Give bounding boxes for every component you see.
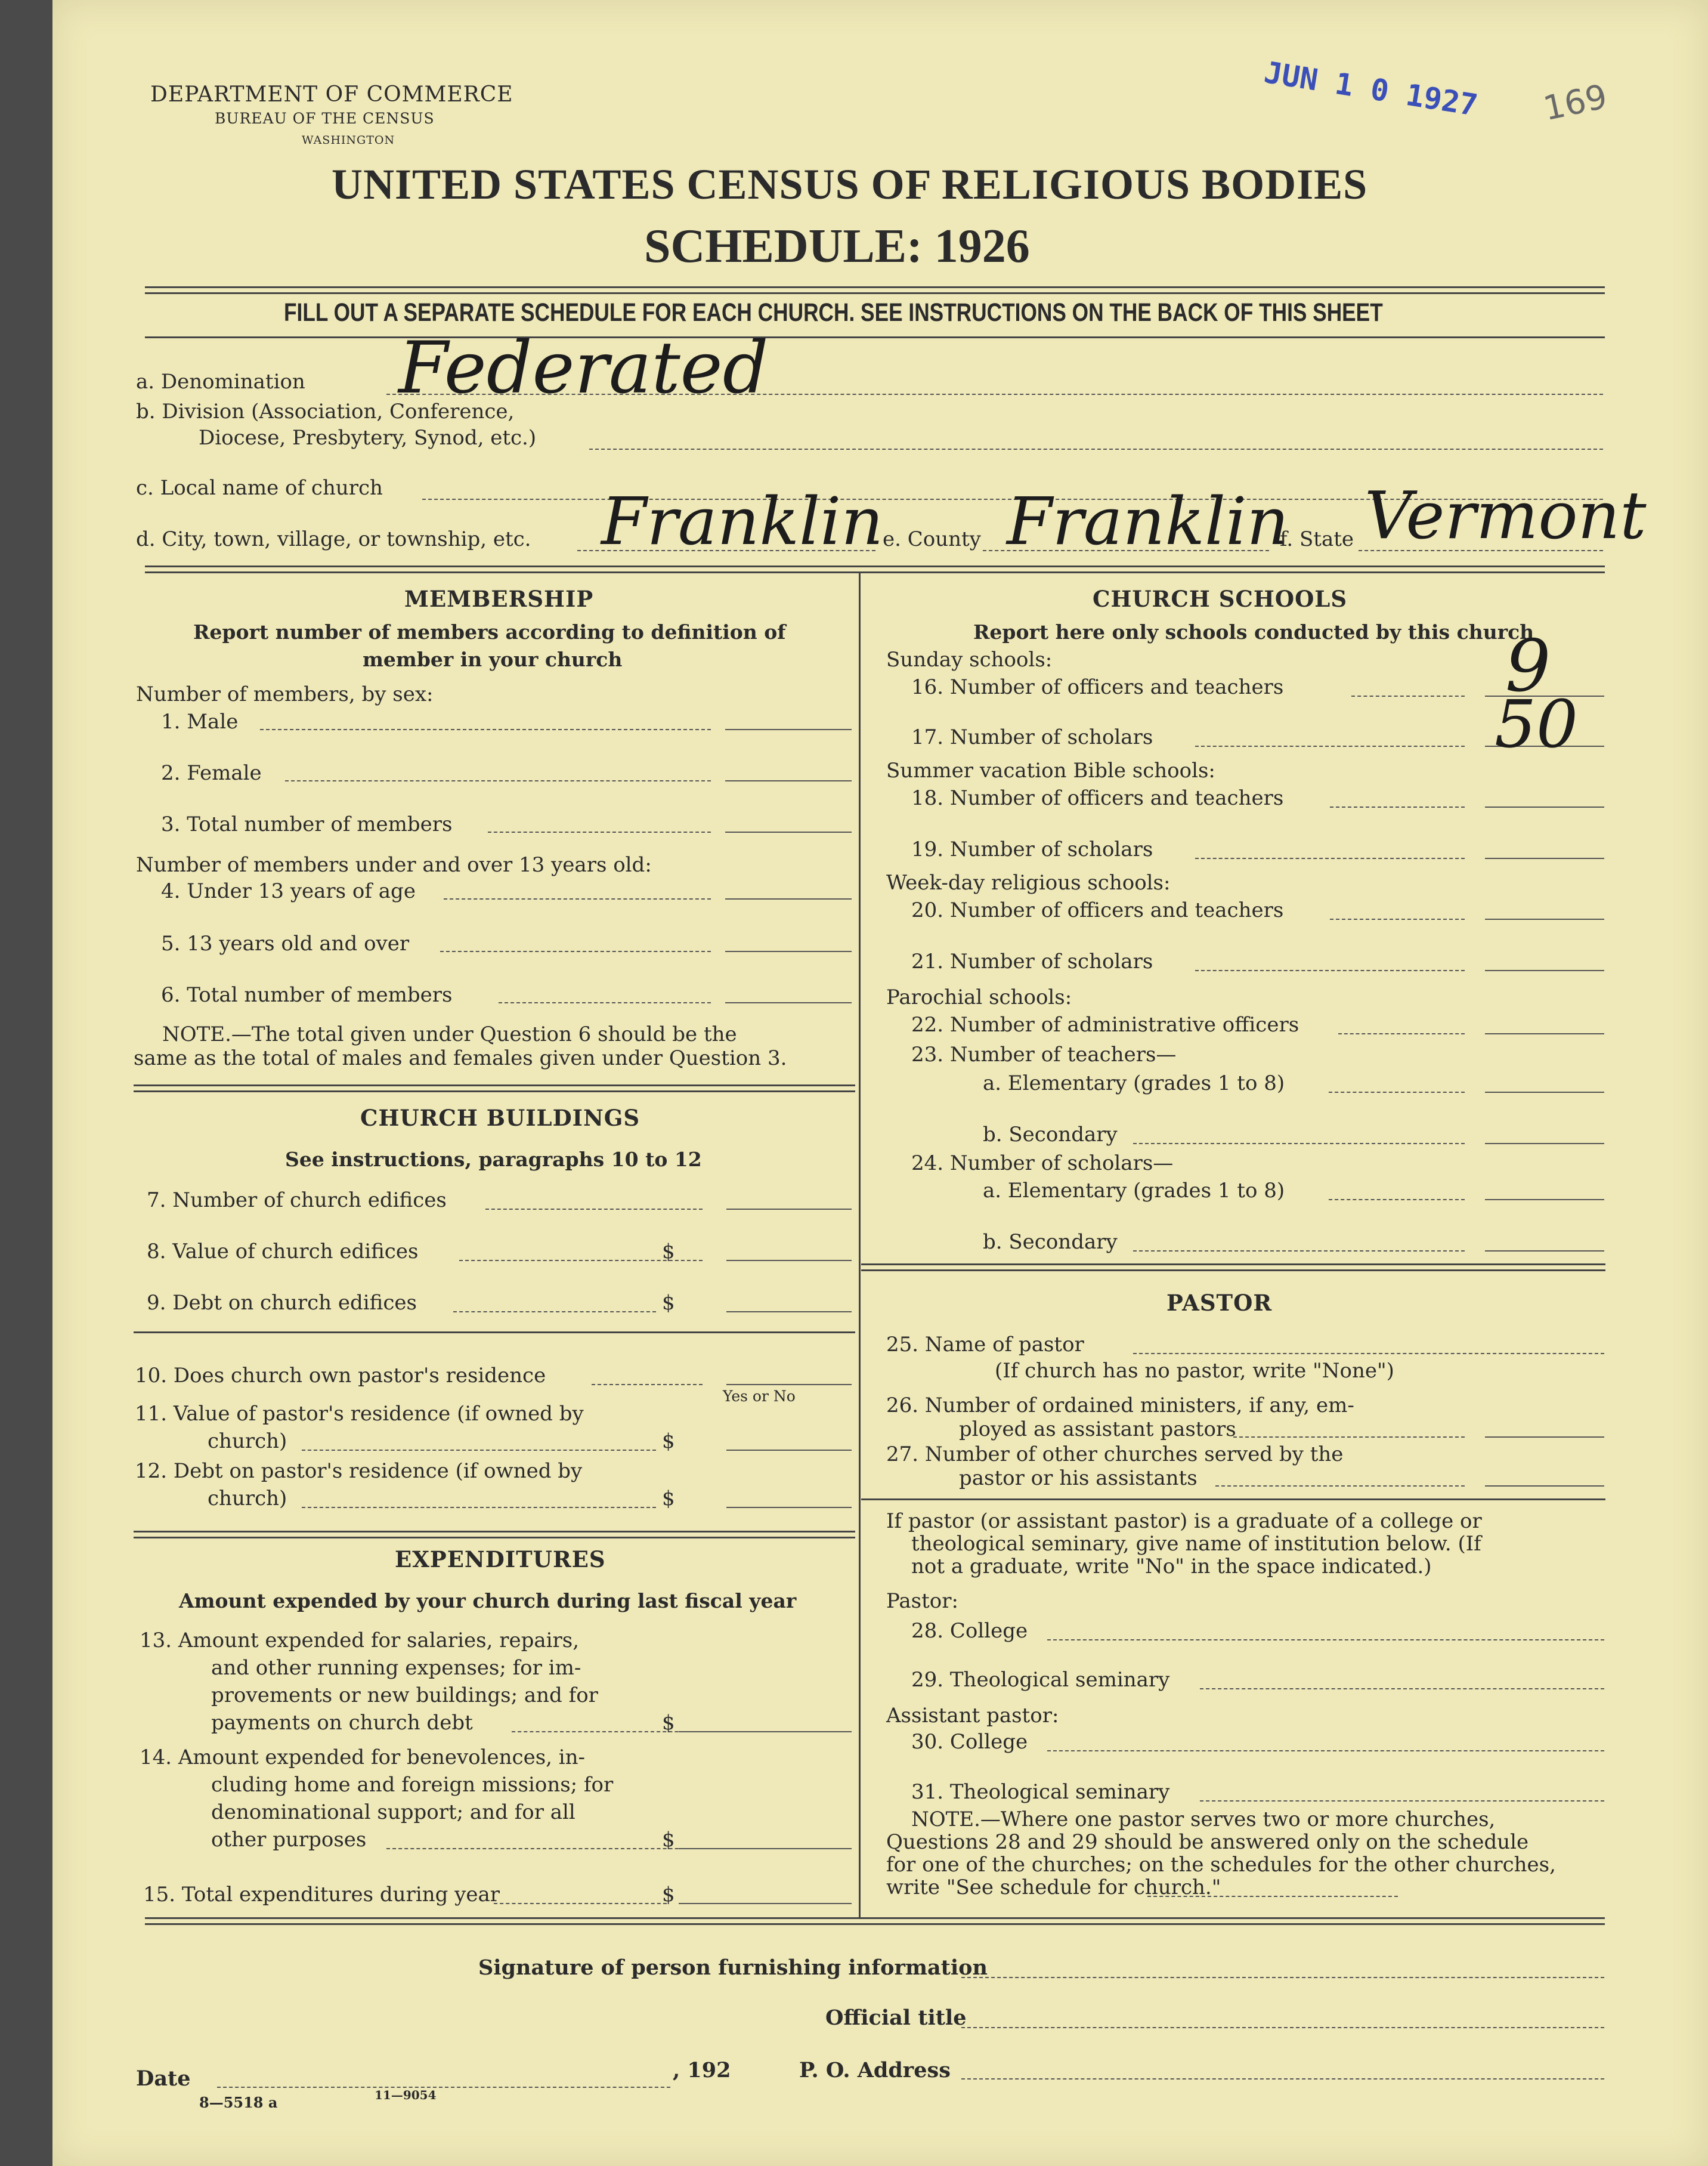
q14-dollar: $ — [662, 1828, 675, 1852]
membership-note-line1: NOTE.—The total given under Question 6 should be the — [162, 1022, 737, 1046]
q12-dollar: $ — [662, 1487, 675, 1510]
q3-label: 3. Total number of members — [161, 812, 453, 836]
q2-label: 2. Female — [161, 761, 262, 785]
weekday-schools-label: Week-day religious schools: — [886, 871, 1171, 895]
q16-value[interactable]: 9 — [1505, 625, 1551, 708]
sunday-schools-label: Sunday schools: — [886, 648, 1053, 672]
membership-subheading: Report number of members according to definition of — [193, 620, 786, 644]
q29-label: 29. Theological seminary — [911, 1668, 1170, 1692]
q10-label: 10. Does church own pastor's residence — [135, 1364, 546, 1388]
form-schedule-year: SCHEDULE: 1926 — [644, 220, 1030, 273]
official-title-label: Official title — [825, 2006, 967, 2030]
census-schedule-page — [52, 0, 1708, 2166]
q18-label: 18. Number of officers and teachers — [911, 786, 1284, 810]
q11-label: 11. Value of pastor's residence (if owned by — [135, 1402, 584, 1426]
county-label: e. County — [883, 527, 981, 551]
pastor-note-line2: Questions 28 and 29 should be answered only on the schedule — [886, 1830, 1529, 1854]
expenditures-subheading: Amount expended by your church during last fiscal year — [179, 1589, 797, 1612]
division-label: b. Division (Association, Conference, — [136, 400, 515, 424]
q7-label: 7. Number of church edifices — [147, 1188, 447, 1212]
pastor-note-line4: write "See schedule for church." — [886, 1875, 1221, 1899]
q13-label-2: and other running expenses; for im- — [211, 1656, 581, 1680]
pastor-label: Pastor: — [886, 1589, 958, 1613]
q13-label-4: payments on church debt — [211, 1711, 473, 1735]
date-year-prefix: , 192 — [673, 2058, 731, 2082]
q4-label: 4. Under 13 years of age — [161, 879, 416, 903]
q14-label-4: other purposes — [211, 1828, 367, 1852]
signature-label: Signature of person furnishing information — [478, 1955, 988, 1980]
q27-label-cont: pastor or his assistants — [959, 1466, 1198, 1490]
q13-label: 13. Amount expended for salaries, repairs, — [140, 1629, 580, 1652]
q23b-label: b. Secondary — [983, 1123, 1118, 1147]
q22-label: 22. Number of administrative officers — [911, 1013, 1299, 1037]
q23-label: 23. Number of teachers— — [911, 1043, 1177, 1067]
pastor-heading: PASTOR — [1166, 1290, 1273, 1316]
q1-label: 1. Male — [161, 710, 239, 734]
members-by-sex-label: Number of members, by sex: — [136, 682, 434, 706]
form-title: UNITED STATES CENSUS OF RELIGIOUS BODIES — [332, 160, 1368, 208]
q11-dollar: $ — [662, 1429, 675, 1453]
q24a-label: a. Elementary (grades 1 to 8) — [983, 1179, 1285, 1203]
city-value[interactable]: Franklin — [601, 483, 884, 560]
parochial-schools-label: Parochial schools: — [886, 985, 1072, 1009]
q16-label: 16. Number of officers and teachers — [911, 675, 1284, 699]
form-number: 8—5518 a — [199, 2094, 278, 2111]
denomination-value[interactable]: Federated — [398, 327, 769, 410]
yes-or-no-hint: Yes or No — [723, 1388, 796, 1405]
local-name-label: c. Local name of church — [136, 476, 383, 500]
q8-label: 8. Value of church edifices — [147, 1240, 419, 1263]
q25-hint: (If church has no pastor, write "None") — [995, 1359, 1394, 1383]
q25-label: 25. Name of pastor — [886, 1333, 1084, 1357]
pencil-number: 169 — [1540, 77, 1611, 129]
date-label: Date — [136, 2066, 191, 2091]
graduate-instruction-line3: not a graduate, write "No" in the space indicated.) — [911, 1555, 1432, 1578]
q21-label: 21. Number of scholars — [911, 950, 1153, 974]
q8-dollar: $ — [662, 1240, 675, 1263]
q6-label: 6. Total number of members — [161, 983, 453, 1007]
q19-label: 19. Number of scholars — [911, 838, 1153, 861]
q13-label-3: provements or new buildings; and for — [211, 1683, 598, 1707]
q26-label-cont: ployed as assistant pastors — [959, 1417, 1236, 1441]
department-name: DEPARTMENT OF COMMERCE — [150, 82, 513, 107]
church-schools-subheading: Report here only schools conducted by this church — [973, 620, 1534, 644]
q12-label: 12. Debt on pastor's residence (if owned by — [135, 1459, 583, 1483]
division-label-cont: Diocese, Presbytery, Synod, etc.) — [199, 426, 537, 450]
instruction-banner: FILL OUT A SEPARATE SCHEDULE FOR EACH CHURCH. SEE INSTRUCTIONS ON THE BACK OF THIS SHEET — [284, 298, 1383, 327]
q9-label: 9. Debt on church edifices — [147, 1291, 417, 1315]
membership-subheading-cont: member in your church — [363, 648, 623, 671]
church-buildings-subheading: See instructions, paragraphs 10 to 12 — [285, 1148, 702, 1171]
graduate-instruction-line1: If pastor (or assistant pastor) is a graduate of a college or — [886, 1509, 1482, 1533]
membership-note-line2: same as the total of males and females given under Question 3. — [134, 1046, 787, 1070]
q17-value[interactable]: 50 — [1494, 686, 1578, 762]
graduate-instruction-line2: theological seminary, give name of institution below. (If — [911, 1532, 1481, 1556]
q11-label-cont: church) — [208, 1429, 287, 1453]
q27-label: 27. Number of other churches served by the — [886, 1442, 1344, 1466]
pastor-note-line1: NOTE.—Where one pastor serves two or more churches, — [911, 1807, 1496, 1831]
q13-dollar: $ — [662, 1711, 675, 1735]
q14-label: 14. Amount expended for benevolences, in- — [140, 1745, 586, 1769]
q12-label-cont: church) — [208, 1487, 287, 1510]
q28-label: 28. College — [911, 1619, 1028, 1643]
date-received-stamp: JUN 1 0 1927 — [1261, 55, 1480, 123]
summer-schools-label: Summer vacation Bible schools: — [886, 759, 1215, 783]
q24-label: 24. Number of scholars— — [911, 1151, 1174, 1175]
print-code: 11—9054 — [375, 2088, 437, 2102]
q14-label-3: denominational support; and for all — [211, 1800, 575, 1824]
q17-label: 17. Number of scholars — [911, 725, 1153, 749]
po-address-label: P. O. Address — [799, 2058, 951, 2082]
membership-heading: MEMBERSHIP — [404, 586, 594, 612]
q14-label-2: cluding home and foreign missions; for — [211, 1773, 614, 1797]
q26-label: 26. Number of ordained ministers, if any, em- — [886, 1393, 1354, 1417]
county-value[interactable]: Franklin — [1007, 483, 1289, 560]
q30-label: 30. College — [911, 1730, 1028, 1754]
bureau-name: BUREAU OF THE CENSUS — [215, 110, 435, 127]
denomination-label: a. Denomination — [136, 370, 305, 394]
church-buildings-heading: CHURCH BUILDINGS — [360, 1105, 640, 1131]
q24b-label: b. Secondary — [983, 1230, 1118, 1254]
q5-label: 5. 13 years old and over — [161, 932, 410, 956]
q31-label: 31. Theological seminary — [911, 1780, 1170, 1804]
church-schools-heading: CHURCH SCHOOLS — [1093, 586, 1348, 612]
q9-dollar: $ — [662, 1291, 675, 1315]
expenditures-heading: EXPENDITURES — [395, 1546, 606, 1572]
q15-label: 15. Total expenditures during year — [143, 1883, 500, 1907]
q15-dollar: $ — [662, 1883, 675, 1907]
city-label: d. City, town, village, or township, etc. — [136, 527, 531, 551]
assistant-pastor-label: Assistant pastor: — [886, 1704, 1059, 1728]
state-label: f. State — [1280, 527, 1354, 551]
pastor-note-line3: for one of the churches; on the schedules for the other churches, — [886, 1853, 1556, 1877]
q20-label: 20. Number of officers and teachers — [911, 898, 1284, 922]
members-by-age-label: Number of members under and over 13 years old: — [136, 853, 652, 877]
bureau-location: WASHINGTON — [302, 134, 395, 147]
state-value[interactable]: Vermont — [1364, 477, 1647, 554]
q23a-label: a. Elementary (grades 1 to 8) — [983, 1071, 1285, 1095]
